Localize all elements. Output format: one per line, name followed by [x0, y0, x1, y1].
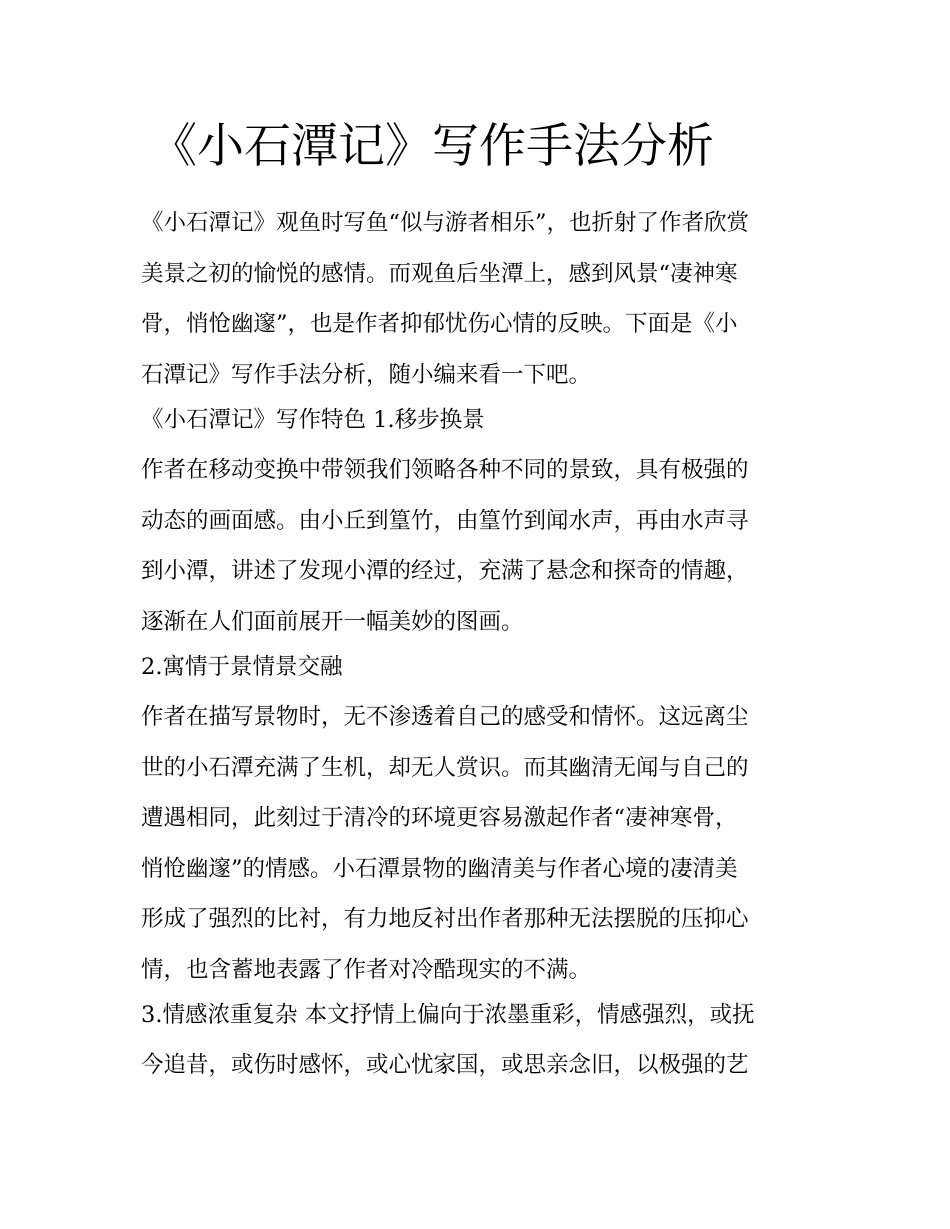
paragraph-line: 动态的画面感。由小丘到篁竹，由篁竹到闻水声，再由水声寻: [141, 507, 749, 534]
section-heading: 《小石潭记》写作特色 1.移步换景: [141, 406, 485, 433]
paragraph-line: 情，也含蓄地表露了作者对冷酷现实的不满。: [141, 956, 592, 983]
paragraph-line: 逐渐在人们面前展开一幅美妙的图画。: [141, 608, 524, 635]
paragraph-line: 形成了强烈的比衬，有力地反衬出作者那种无法摆脱的压抑心: [141, 906, 749, 932]
document-body: [141, 198, 813, 1091]
paragraph-line: 石潭记》写作手法分析，随小编来看一下吧。: [141, 361, 592, 388]
paragraph-line: 骨，悄怆幽邃”，也是作者抑郁忧伤心情的反映。下面是《小: [141, 311, 738, 337]
paragraph-line: 遭遇相同，此刻过于清冷的环境更容易激起作者“凄神寒骨，: [141, 805, 738, 831]
paragraph-line: 《小石潭记》观鱼时写鱼“似与游者相乐”，也折射了作者欣赏: [141, 210, 750, 236]
paragraph-line: 到小潭，讲述了发现小潭的经过，充满了悬念和探奇的情趣，: [141, 558, 749, 584]
paragraph-line: 作者在描写景物时，无不渗透着自己的感受和情怀。这远离尘: [141, 704, 749, 730]
paragraph-line: 今追昔，或伤时感怀，或心忧家国，或思亲念旧，以极强的艺: [141, 1052, 749, 1078]
paragraph-line: 悄怆幽邃”的情感。小石潭景物的幽清美与作者心境的凄清美: [141, 855, 738, 882]
paragraph-line: 美景之初的愉悦的感情。而观鱼后坐潭上，感到风景“凄神寒: [141, 260, 738, 287]
document-title: 《小石潭记》写作手法分析: [150, 119, 714, 174]
section-heading: 2.寓情于景情景交融: [141, 653, 343, 680]
paragraph-line: 作者在移动变换中带领我们领略各种不同的景致，具有极强的: [141, 457, 749, 483]
paragraph-line: 世的小石潭充满了生机，却无人赏识。而其幽清无闻与自己的: [141, 754, 749, 781]
section-heading: 3.情感浓重复杂 本文抒情上偏向于浓墨重彩，情感强烈，或抚: [141, 1001, 755, 1028]
